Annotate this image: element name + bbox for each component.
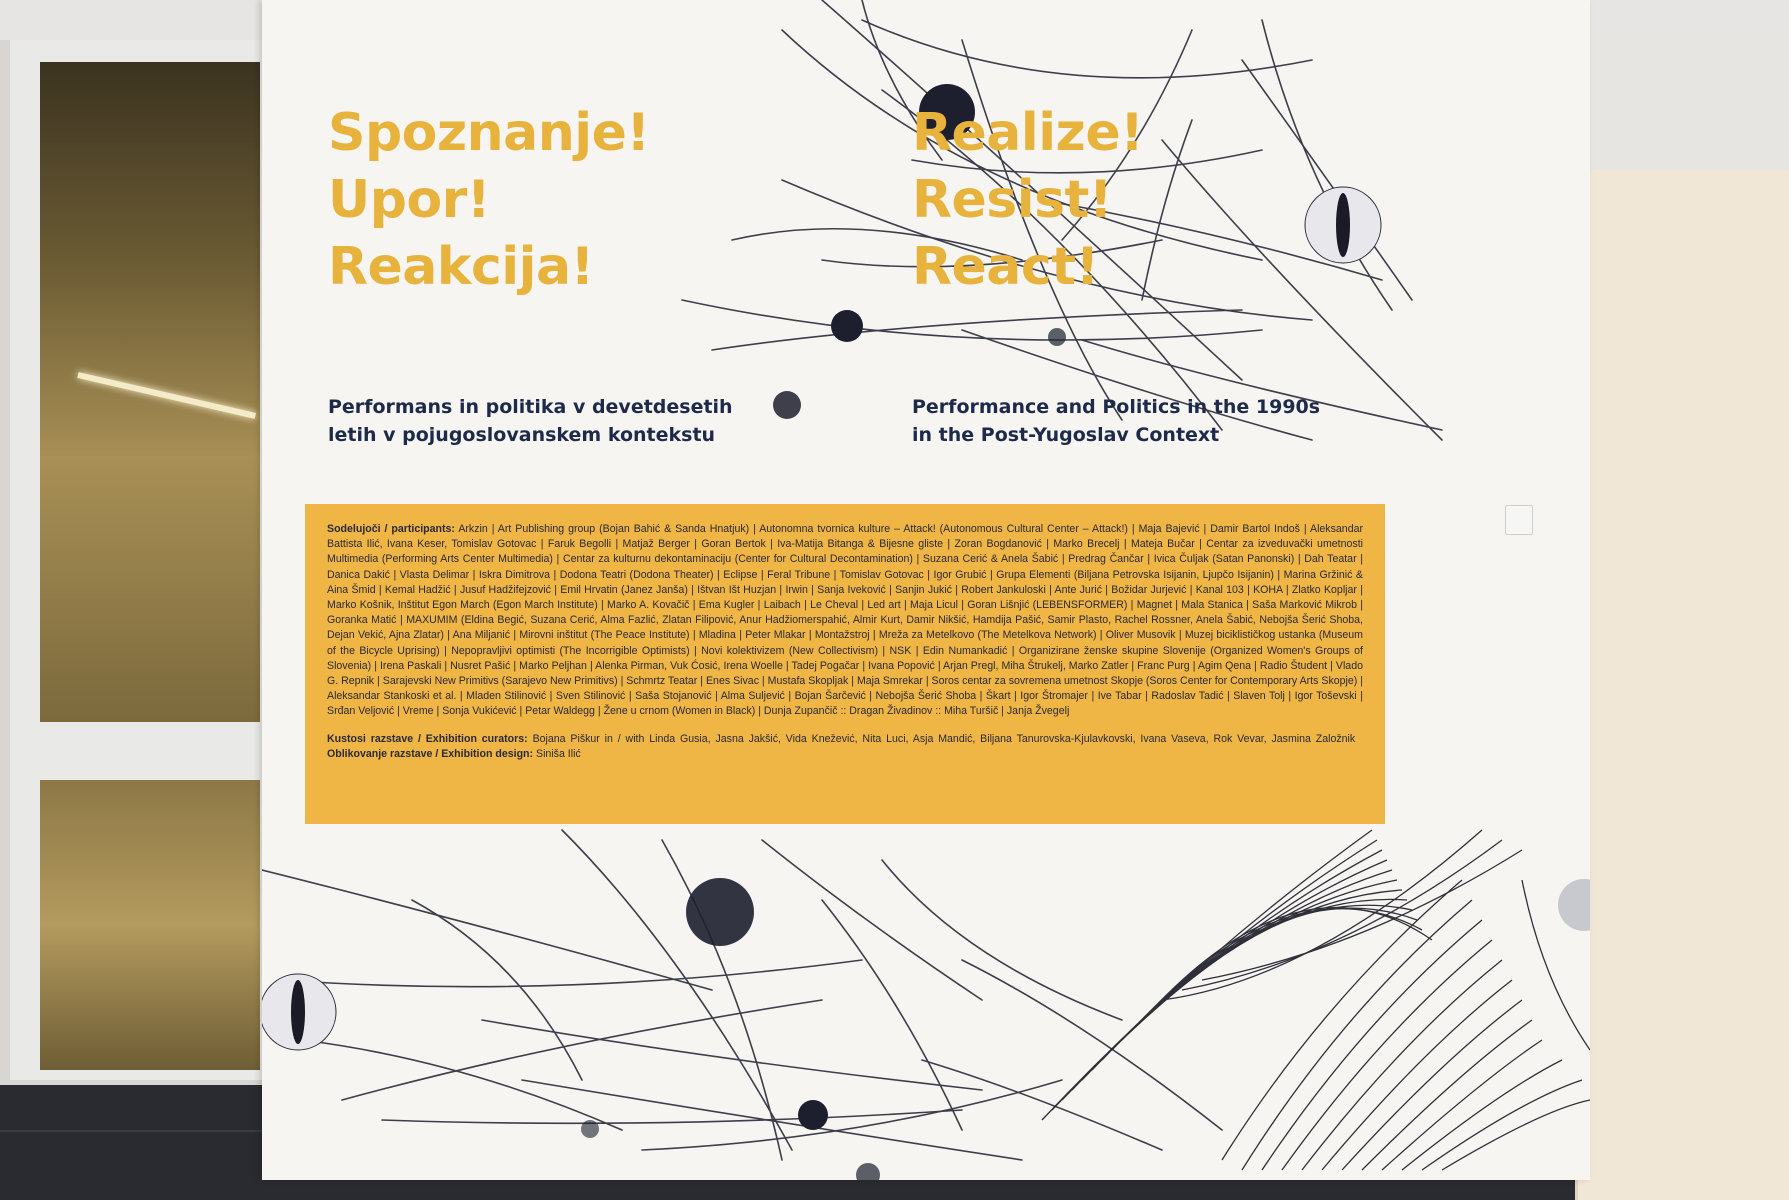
title-line: Realize!	[912, 103, 1144, 163]
curators-paragraph	[327, 732, 1363, 762]
subtitle-slovenian	[328, 393, 733, 449]
subtitle-line: letih v pojugoslovanskem kontekstu	[328, 424, 716, 446]
participants-paragraph	[327, 522, 1363, 720]
subtitle-line: Performance and Politics in the 1990s	[912, 396, 1321, 418]
title-line: Spoznanje!	[328, 103, 650, 163]
subtitle-english	[912, 393, 1320, 449]
title-line: Resist!	[912, 170, 1113, 230]
credits-panel	[305, 504, 1385, 824]
curators-label: Kustosi razstave / Exhibition curators:	[327, 732, 528, 745]
side-panel	[1575, 170, 1789, 1200]
glass-door-lower-pane	[40, 780, 260, 1070]
participants-label: Sodelujoči / participants:	[327, 523, 455, 535]
title-english	[912, 100, 1143, 301]
title-slovenian	[328, 100, 650, 301]
light-switch	[1505, 505, 1533, 535]
subtitle-line: in the Post-Yugoslav Context	[912, 424, 1220, 446]
design-label: Oblikovanje razstave / Exhibition design:	[327, 747, 534, 760]
title-line: Reakcija!	[328, 237, 594, 297]
subtitle-line: Performans in politika v devetdesetih	[328, 396, 733, 418]
title-line: Upor!	[328, 170, 491, 230]
title-line: React!	[912, 237, 1099, 297]
design-credit: Siniša Ilić	[536, 747, 581, 760]
participants-list: Arkzin | Art Publishing group (Bojan Bahić & Sanda Hnatjuk) | Autonomna tvornica kulture – Attack! (Autonomous Cultural Center – Attack!) | Maja Bajević | Damir Bartol Indoš | Aleksandar Battista Ilić, Ivana Keser, Tomislav Gotovac | Faruk Begolli | Matjaž Berger | Goran Bertok | Iva-Matija Bitanga & Bijesne gliste | Zoran Bogdanović | Marko Brecelj | Mateja Bučar | Centar za izveduvački umetnosti Multimedia (Performing Arts Center Multimedia) | Centar za kulturnu dekontaminaciju (Center for Cultural Decontamination) | Suzana Cerić & Anela Šabić | Predrag Čančar | Ivica Čuljak (Satan Panonski) | Dah Teatar | Danica Dakić | Vlasta Delimar | Iskra Dimitrova | Dodona Teatri (Dodona Theater) | Eclipse | Feral Tribune | Tomislav Gotovac | Igor Grubić | Grupa Elementi (Biljana Petrovska Isijanin, Ljupčo Isijanin) | Marina Gržinić & Aina Šmid | Kemal Hadžić | Jusuf Hadžifejzović | Emil Hrvatin (Janez Janša) | Ištvan Išt Huzjan | Irwin | Sanja Iveković | Sanjin Jukić | Robert Jankuloski | Ante Jurić | Božidar Jurjević | Kanal 103 | KOHA | Zlatko Kopljar | Marko Košnik, Inštitut Egon March (Egon March Institute) | Marko A. Kovačič | Ema Kugler | Laibach | Le Cheval | Led art | Maja Licul | Goran Lišnjić (LEBENSFORMER) | Magnet | Mala Stanica | Saša Marković Mikrob | Goranka Matić | MAXUMIM (Eldina Begić, Suzana Cerić, Alma Fazlić, Zlatan Filipović, Anur Hadžiomerspahić, Almir Kurt, Damir Nikšić, Hamdija Pašić, Samir Plasto, Rachel Rossner, Anela Šabić, Nebojša Šerić Shoba, Dejan Vekić, Ajna Zlatar) | Ana Miljanić | Mirovni inštitut (The Peace Institute) | Mladina | Peter Mlakar | Montažstroj | Mreža za Metelkovo (The Metelkova Network) | Oliver Musovik | Muzej biciklističkog ustanka (Museum of the Bicycle Uprising) | Nepopravljivi optimisti (The Incorrigible Optimists) | Novi kolektivizem (New Collectivism) | NSK | Edin Numankadić | Organizirane ženske skupine Slovenije (Organized Women's Groups of Slovenia) | Irena Paskali | Nusret Pašić | Marko Peljhan | Alenka Pirman, Vuk Ćosić, Irena Woelle | Tadej Pogačar | Ivana Popović | Arjan Pregl, Miha Štrukelj, Marko Zatler | Franc Purg | Agim Qena | Radio Študent | Vlado G. Repnik | Sarajevski New Primitivs (Sarajevo New Primitivs) | Schmrtz Teatar | Enes Sivac | Mustafa Skopljak | Maja Smrekar | Soros centar za sovremena umetnost Skopje (Soros Center for Contemporary Arts Skopje) | Aleksandar Stankoski et al. | Mladen Stilinović | Sven Stilinović | Saša Stojanović | Alma Suljević | Bojan Šarčević | Nebojša Šerić Shoba | Škart | Igor Štromajer | Ive Tabar | Radoslav Tadić | Slaven Tolj | Igor Toševski | Srđan Veljović | Vreme | Sonja Vukićević | Petar Waldegg | Žene u crnom (Women in Black) | Dunja Zupančič :: Dragan Živadinov :: Miha Turšič | Janja Žvegelj	[327, 523, 1364, 718]
curators-list: Bojana Piškur in / with Linda Gusia, Jasna Jakšić, Vida Knežević, Nita Luci, Asja Mandić, Biljana Tanurovska-Kjulavkovski, Ivana Vaseva, Rok Vevar, Jasmina Založnik	[532, 732, 1356, 745]
